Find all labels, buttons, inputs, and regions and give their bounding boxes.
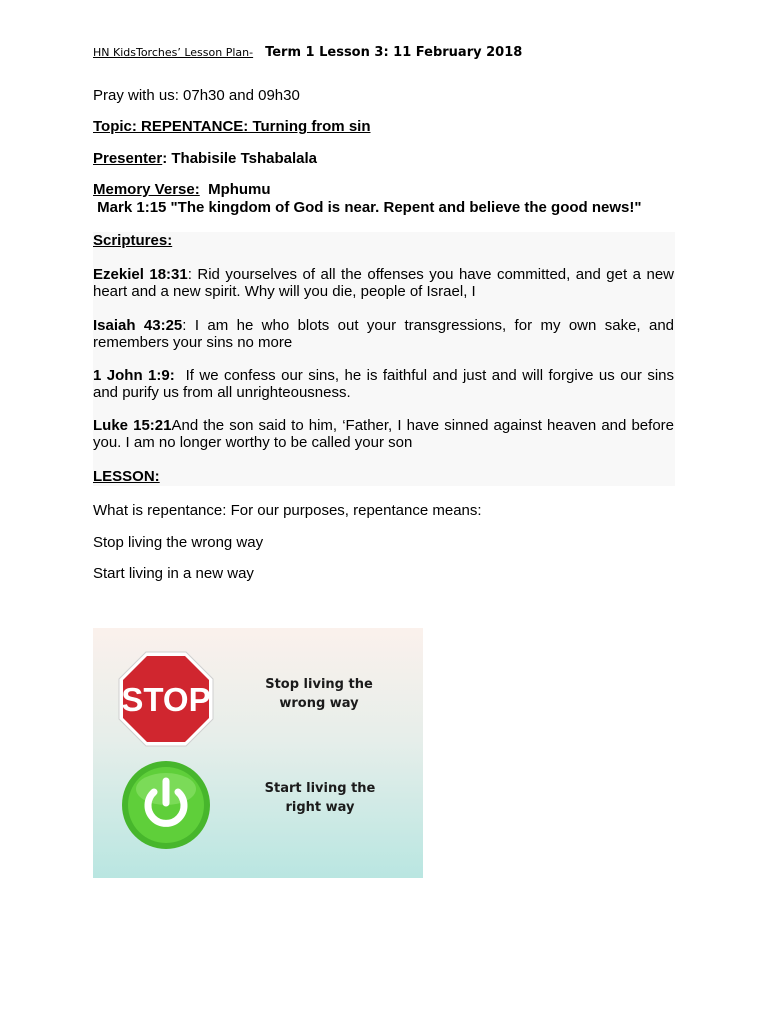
memory-verse-label: Memory Verse: bbox=[93, 181, 200, 198]
document-header bbox=[93, 43, 522, 61]
scripture-text: If we confess our sins, he is faithful and just and will forgive us our sins and purify us from all unrighteousness. bbox=[93, 367, 679, 401]
memory-verse-text: Mark 1:15 "The kingdom of God is near. Repent and believe the good news!" bbox=[93, 199, 642, 216]
prayer-times: Pray with us: 07h30 and 09h30 bbox=[93, 87, 300, 104]
start-caption bbox=[245, 779, 395, 817]
scriptures-heading: Scriptures: bbox=[93, 232, 173, 249]
presenter-separator: : bbox=[162, 150, 168, 167]
lesson-point: Start living in a new way bbox=[93, 565, 254, 582]
presenter-name: Thabisile Tshabalala bbox=[167, 150, 317, 167]
lesson-heading: LESSON: bbox=[93, 468, 160, 485]
stop-caption bbox=[244, 675, 394, 713]
lesson-plan-title: HN KidsTorches’ Lesson Plan- bbox=[93, 46, 254, 59]
scripture-text: And the son said to him, ‘Father, I have sinned against heaven and before you. I am no longer worthy to be called your son bbox=[93, 417, 674, 451]
scripture-item bbox=[93, 417, 674, 451]
scripture-item bbox=[93, 367, 679, 401]
term-lesson-title: Term 1 Lesson 3: 11 February 2018 bbox=[265, 45, 523, 60]
stop-caption-line: Stop living the bbox=[265, 677, 373, 692]
lesson-point: Stop living the wrong way bbox=[93, 534, 264, 551]
scripture-reference: 1 John 1:9: bbox=[93, 367, 175, 384]
stop-sign-text: STOP bbox=[121, 681, 211, 718]
stop-start-illustration bbox=[93, 628, 423, 878]
memory-verse-line bbox=[93, 181, 271, 198]
topic-heading: Topic: REPENTANCE: Turning from sin bbox=[93, 118, 371, 135]
presenter-line bbox=[93, 150, 317, 167]
lesson-intro: What is repentance: For our purposes, repentance means: bbox=[93, 502, 482, 519]
power-button-icon bbox=[120, 759, 212, 851]
scripture-item bbox=[93, 266, 674, 300]
memory-verse-name: Mphumu bbox=[199, 181, 271, 198]
scripture-text: : I am he who blots out your transgressions, for my own sake, and remembers your sins no more bbox=[93, 317, 674, 351]
scripture-item bbox=[93, 317, 674, 351]
presenter-label: Presenter bbox=[93, 150, 163, 167]
start-caption-line: right way bbox=[285, 800, 355, 815]
scripture-reference: Luke 15:21 bbox=[93, 417, 172, 434]
stop-caption-line: wrong way bbox=[279, 696, 359, 711]
start-caption-line: Start living the bbox=[264, 781, 376, 796]
scripture-reference: Ezekiel 18:31 bbox=[93, 266, 188, 283]
scripture-reference: Isaiah 43:25 bbox=[93, 317, 183, 334]
stop-sign-icon bbox=[116, 649, 216, 749]
scripture-text: : Rid yourselves of all the offenses you have committed, and get a new heart and a new spirit. Why will you die, people of Israel, I bbox=[93, 266, 674, 300]
